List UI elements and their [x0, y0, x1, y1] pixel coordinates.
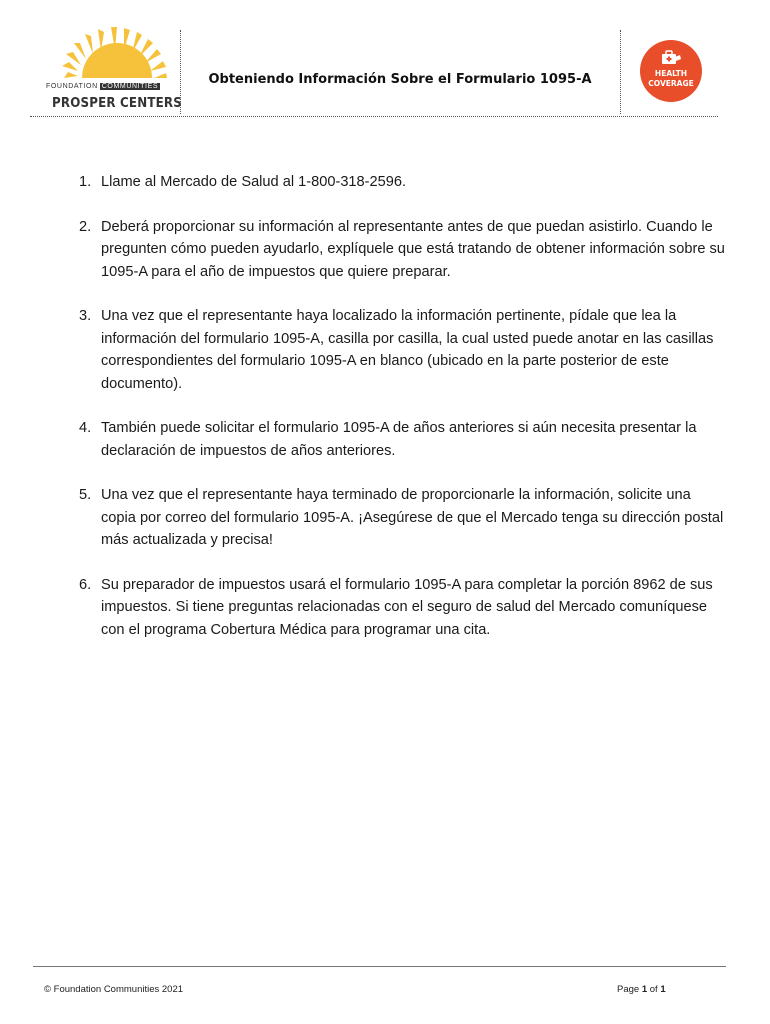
list-item-text: Una vez que el representante haya terminado de proporcionarle la información, solicite una copia por correo del formulario 1095-A. ¡Asegúrese de que el Mercado tenga su dirección postal más actualizada y precisa!: [101, 487, 724, 548]
page-title: Obteniendo Información Sobre el Formulario 1095-A: [208, 72, 592, 87]
instructions-list: [79, 171, 729, 663]
list-item-text: Deberá proporcionar su información al representante antes de que puedan asistirlo. Cuando le pregunten cómo pueden ayudarlo, explíquele que está tratando de obtener información sobre su 1095-A para el año de impuestos que quiere preparar.: [101, 218, 725, 280]
page-current: 1: [641, 984, 648, 995]
header-bottom-rule: [30, 116, 718, 117]
list-item-number: 6.: [79, 576, 92, 593]
footer-copyright: © Foundation Communities 2021: [44, 984, 184, 995]
badge-label: HEALTH COVERAGE: [648, 69, 694, 88]
header-divider-right: [620, 30, 621, 114]
logo-tagline: FOUNDATION COMMUNITIES: [46, 83, 159, 90]
list-item: [79, 574, 729, 642]
list-item-number: 3.: [79, 308, 92, 324]
list-item-text: Llame al Mercado de Salud al 1-800-318-2596.: [101, 174, 407, 190]
list-item: [79, 484, 729, 552]
footer-page-number: [617, 984, 666, 995]
prosper-centers-logo: [42, 26, 197, 118]
list-item: [79, 171, 729, 194]
list-item: [79, 305, 729, 395]
list-item-text: También puede solicitar el formulario 1095-A de años anteriores si aún necesita presentar la declaración de impuestos de años anteriores.: [101, 420, 697, 459]
list-item: [79, 216, 729, 284]
list-item-number: 4.: [79, 420, 92, 436]
page-header: [30, 22, 718, 118]
list-item-number: 5.: [79, 487, 92, 503]
list-item-number: 1.: [79, 174, 92, 190]
list-item-text: Una vez que el representante haya localizado la información pertinente, pídale que lea la información del formulario 1095-A, casilla por casilla, la cual usted puede anotar en las casillas correspondientes del formulario 1095-A en blanco (ubicado en la parte posterior de este documento).: [101, 308, 714, 392]
list-item-number: 2.: [79, 218, 92, 235]
logo-wordmark: PROSPER CENTERS: [52, 95, 182, 111]
sunburst-logo-icon: [42, 26, 192, 84]
footer-rule: [33, 966, 726, 967]
page-label: Page: [617, 984, 640, 995]
health-coverage-icon: [660, 49, 682, 67]
list-item-text: Su preparador de impuestos usará el formulario 1095-A para completar la porción 8962 de sus impuestos. Si tiene preguntas relacionadas con el seguro de salud del Mercado comuníquese con el programa Cobertura Médica para programar una cita.: [101, 576, 713, 638]
page-total: 1: [660, 984, 666, 995]
list-item: [79, 417, 729, 462]
page-of: of: [649, 984, 658, 995]
health-coverage-badge: [640, 40, 702, 102]
